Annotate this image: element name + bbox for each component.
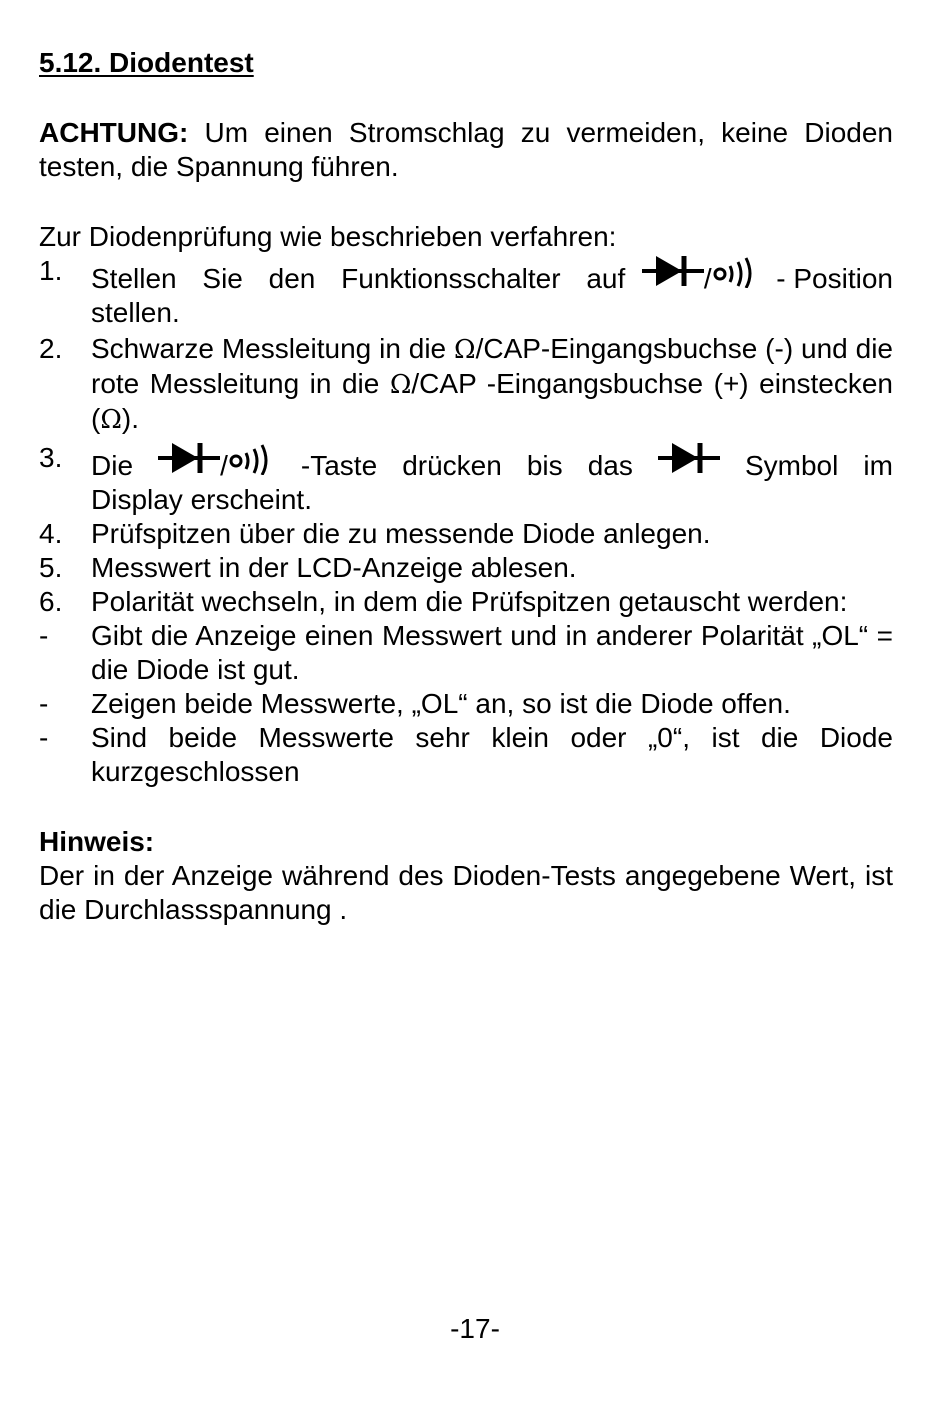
step-3-before: Die — [91, 450, 134, 481]
list-marker: 6. — [39, 586, 63, 617]
diode-icon — [658, 441, 720, 475]
outcome-text: Sind beide Messwerte sehr klein oder „0“, ist die Diode kurzgeschlossen — [91, 722, 893, 787]
list-item — [39, 551, 893, 585]
list-marker: 2. — [39, 333, 63, 364]
continuity-buzzer-icon — [712, 254, 760, 288]
list-marker: 5. — [39, 552, 63, 583]
step-3-slash: / — [220, 450, 228, 481]
note-text: Der in der Anzeige während des Dioden-Tests angegebene Wert, ist die Durchlassspannung . — [39, 860, 893, 925]
omega-symbol: Ω — [454, 335, 476, 365]
diode-icon — [642, 254, 704, 288]
step-3-taste: -Taste — [300, 450, 378, 481]
step-2-text-b: /CAP-Eingangsbuchse (-) und die rote Messleitung in die — [91, 333, 893, 399]
list-item — [39, 687, 893, 721]
steps-list — [39, 254, 893, 789]
step-1-before: Stellen Sie den Funktionsschalter auf — [91, 263, 626, 294]
omega-symbol: Ω — [100, 405, 122, 435]
continuity-buzzer-icon — [228, 441, 276, 475]
step-2-text-d: ). — [121, 403, 139, 434]
list-marker: - — [39, 722, 49, 753]
page-number: -17- — [450, 1313, 500, 1344]
step-3-continuation: Display erscheint. — [91, 484, 312, 515]
step-text: Polarität wechseln, in dem die Prüfspitzen getauscht werden: — [91, 586, 848, 617]
list-marker: - — [39, 688, 49, 719]
outcome-text: Gibt die Anzeige einen Messwert und in anderer Polarität „OL“ = die Diode ist gut. — [91, 620, 893, 685]
step-1-after-inline: - Position — [776, 263, 893, 294]
warning-paragraph — [39, 116, 893, 184]
step-text: Prüfspitzen über die zu messende Diode anlegen. — [91, 518, 711, 549]
list-item — [39, 619, 893, 687]
list-marker: - — [39, 620, 49, 651]
outcome-text: Zeigen beide Messwerte, „OL“ an, so ist die Diode offen. — [91, 688, 791, 719]
list-item — [39, 332, 893, 437]
omega-symbol: Ω — [389, 370, 412, 400]
list-marker: 1. — [39, 255, 63, 286]
step-1-continuation: stellen. — [91, 297, 180, 328]
warning-label: ACHTUNG: — [39, 117, 189, 148]
step-text — [91, 254, 893, 296]
diode-icon — [158, 441, 220, 475]
section-title: 5.12. Diodentest — [39, 47, 254, 78]
step-2-text-a: Schwarze Messleitung in die — [91, 333, 455, 364]
step-text: Messwert in der LCD-Anzeige ablesen. — [91, 552, 577, 583]
list-item — [39, 254, 893, 330]
list-item — [39, 517, 893, 551]
list-item: 3. Die / -Taste drücken bis das Symbol im Display erscheint. — [39, 442, 893, 515]
warning-text: Um einen Stromschlag zu vermeiden, keine Dioden testen, die Spannung führen. — [39, 117, 893, 182]
step-2-text-c: /CAP -Eingangsbuchse (+) einstecken ( — [91, 368, 893, 434]
list-item — [39, 721, 893, 789]
intro-text: Zur Diodenprüfung wie beschrieben verfahren: — [39, 221, 617, 252]
list-marker: 3. — [39, 442, 63, 473]
manual-page — [39, 46, 893, 927]
note-label: Hinweis: — [39, 826, 155, 857]
list-marker: 4. — [39, 518, 63, 549]
step-1-slash: / — [703, 263, 712, 294]
list-item — [39, 585, 893, 619]
